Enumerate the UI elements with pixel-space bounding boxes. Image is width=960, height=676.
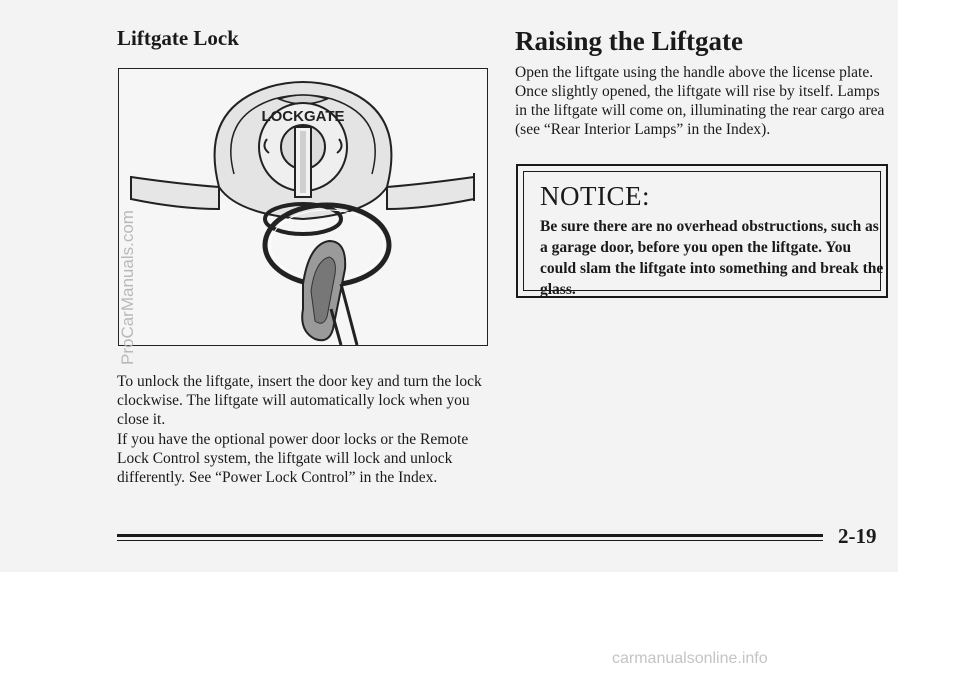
page-number: 2-19 <box>838 524 877 548</box>
notice-title: NOTICE: <box>540 181 650 211</box>
notice-text: Be sure there are no overhead obstructions, such as a garage door, before you open the liftgate. You could slam the liftgate into something and break the glass. <box>540 218 884 298</box>
section-heading-raising-liftgate: Raising the Liftgate <box>515 26 743 56</box>
raising-instructions: Open the liftgate using the handle above the license plate. Once slightly opened, the liftgate will rise by itself. Lamps in the liftgate will come on, illuminating the rear cargo area (see “Rear Interior Lamps” in the Index). <box>515 64 885 138</box>
lock-key-drawing <box>119 69 487 345</box>
bottom-watermark: carmanualsonline.info <box>612 650 768 667</box>
footer-rule-thin <box>117 540 823 541</box>
unlock-instructions: To unlock the liftgate, insert the door key and turn the lock clockwise. The liftgate will automatically lock when you close it. <box>117 373 482 428</box>
side-watermark: ProCarManuals.com <box>118 210 137 365</box>
section-heading-liftgate-lock: Liftgate Lock <box>117 26 239 50</box>
lock-gate-engraving: LOCKGATE <box>261 108 345 125</box>
notice-inner-frame <box>523 171 884 298</box>
notice-box <box>516 164 888 298</box>
liftgate-lock-illustration <box>118 68 488 346</box>
power-lock-note: If you have the optional power door locks or the Remote Lock Control system, the liftgate will lock and unlock differently. See “Power Lock Control” in the Index. <box>117 431 469 486</box>
footer-rule <box>117 534 823 537</box>
